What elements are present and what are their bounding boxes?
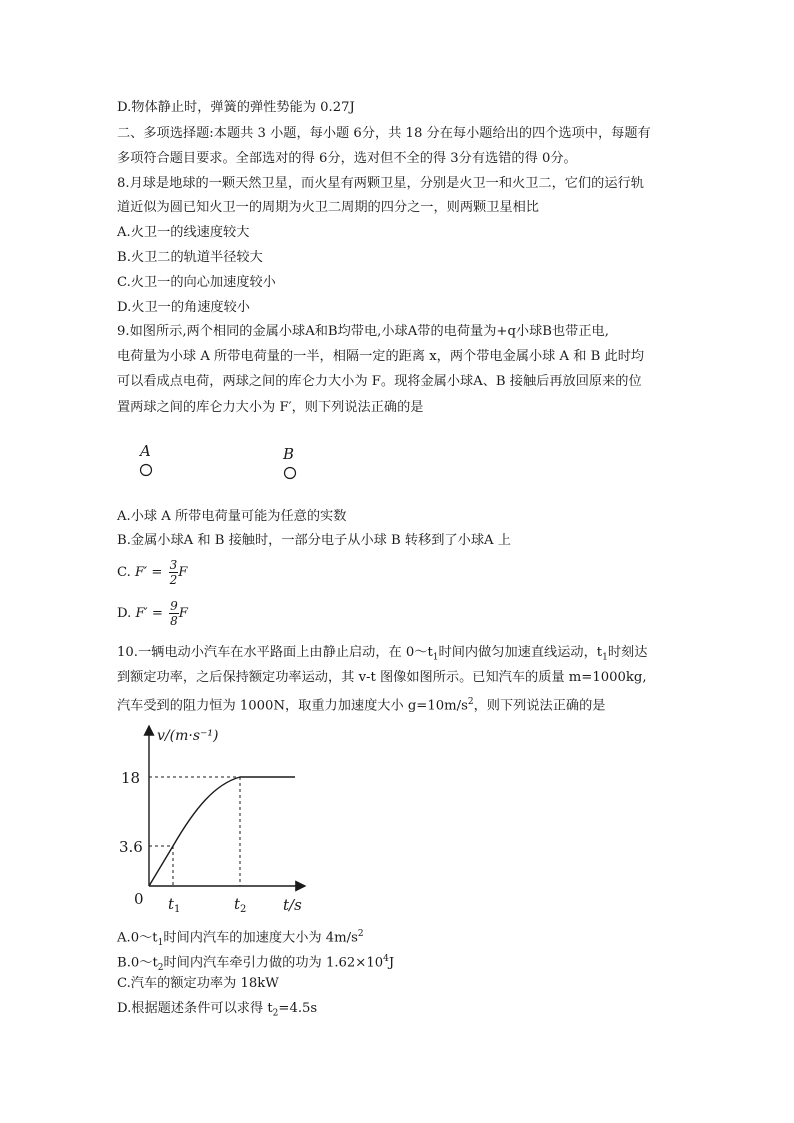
sphere-a — [141, 465, 152, 476]
q10-stem-line1 — [117, 643, 647, 668]
option-b-unit: J — [388, 955, 395, 971]
option-c-prefix: C. — [117, 565, 131, 580]
velocity-curve — [149, 777, 295, 886]
superscript-2: 2 — [357, 929, 364, 939]
q9-stem-line2: 电荷量为小球 A 所带电荷量的一半，相隔一定的距离 x，两个带电金属小球 A 和 B 此时均 — [117, 349, 645, 364]
q10-text-b: 时间内做匀加速直线运动，t — [438, 645, 603, 660]
t2-subscript: 2 — [240, 904, 247, 915]
q10-text-a: 10.一辆电动小汽车在水平路面上由静止启动，在 0～t — [117, 645, 433, 660]
section2-heading-line2: 多项符合题目要求。全部选对的得 6分，选对但不全的得 3分有选错的得 0分。 — [117, 151, 577, 166]
q9-option-b: B.金属小球A 和 B 接触时，一部分电子从小球 B 转移到了小球A 上 — [117, 533, 511, 548]
vt-graph — [119, 718, 315, 918]
q8-option-a: A.火卫一的线速度较大 — [117, 225, 250, 240]
q9-stem-line1: 9.如图所示,两个相同的金属小球A和B均带电,小球A带的电荷量为+q小球B也带正电, — [117, 324, 609, 339]
q10-text-e: ，则下列说法正确的是 — [473, 698, 606, 714]
fraction-9-8 — [169, 599, 179, 628]
q10-option-c: C.汽车的额定功率为 18kW — [117, 976, 279, 991]
origin-label: 0 — [134, 890, 144, 908]
q8-option-d: D.火卫一的角速度较小 — [117, 300, 250, 315]
t1-subscript: 1 — [174, 904, 181, 915]
fraction-numerator: 9 — [170, 599, 178, 613]
option-a-text: A.0～t — [117, 930, 158, 946]
f-symbol: F — [178, 565, 188, 580]
option-b-text: B.0～t — [117, 955, 158, 971]
option-d-rest: =4.5s — [278, 1001, 318, 1016]
f-prime-symbol: F′ — [135, 606, 148, 621]
q8-stem-line1: 8.月球是地球的一颗天然卫星，而火星有两颗卫星，分别是火卫一和火卫二，它们的运行轨 — [117, 176, 644, 191]
option-b-rest: 时间内汽车牵引力做的功为 1.62×10 — [163, 955, 384, 971]
q9-stem-line4: 置两球之间的库仑力大小为 F′，则下列说法正确的是 — [117, 400, 424, 415]
q10-text-d: 汽车受到的阻力恒为 1000N，取重力加速度大小 g=10m/s — [117, 698, 468, 714]
subscript-1: 1 — [602, 652, 608, 663]
t1-label — [168, 895, 180, 915]
tick-18: 18 — [121, 769, 141, 787]
option-d-prefix: D. — [117, 606, 132, 621]
section2-heading-line1: 二、多项选择题:本题共 3 小题，每小题 6分，共 18 分在每小题给出的四个选项中，每题有 — [117, 126, 651, 141]
t2-letter: t — [234, 895, 241, 913]
subscript-1: 1 — [432, 652, 439, 663]
superscript-2: 2 — [467, 697, 474, 707]
fraction-denominator: 2 — [169, 573, 178, 587]
fraction-denominator: 8 — [170, 614, 178, 628]
fraction-numerator: 3 — [169, 558, 178, 572]
sphere-b — [285, 468, 296, 479]
q10-stem-line2: 到额定功率，之后保持额定功率运动，其 v-t 图像如图所示。已知汽车的质量 m=1000kg, — [117, 670, 647, 685]
subscript-2: 2 — [272, 1008, 279, 1019]
subscript-1: 1 — [157, 938, 164, 949]
q10-option-d — [117, 999, 317, 1024]
q10-text-c: 时刻达 — [607, 645, 648, 660]
equals-sign: = — [151, 565, 163, 580]
fraction-3-2 — [169, 558, 179, 587]
superscript-4: 4 — [383, 954, 389, 964]
q9-figure — [130, 440, 320, 485]
sphere-a-label: A — [140, 442, 151, 460]
q9-stem-line3: 可以看成点电荷，两球之间的库仑力大小为 F。现将金属小球A、B 接触后再放回原来的位 — [117, 374, 642, 389]
q10-stem-line3 — [117, 692, 605, 716]
sphere-b-label: B — [283, 445, 295, 463]
tick-3-6: 3.6 — [119, 838, 143, 856]
t1-letter: t — [168, 895, 175, 913]
q8-stem-line2: 道近似为圆已知火卫一的周期为火卫二周期的四分之一，则两颗卫星相比 — [117, 200, 539, 215]
q7-option-d: D.物体静止时，弹簧的弹性势能为 0.27J — [117, 100, 355, 115]
subscript-2: 2 — [157, 963, 164, 974]
equals-sign: = — [151, 606, 163, 621]
q9-option-a: A.小球 A 所带电荷量可能为任意的实数 — [117, 509, 347, 524]
t2-label — [234, 895, 246, 915]
q8-option-b: B.火卫二的轨道半径较大 — [117, 250, 263, 265]
q8-option-c: C.火卫一的向心加速度较小 — [117, 275, 276, 290]
option-d-text: D.根据题述条件可以求得 t — [117, 1001, 273, 1016]
y-axis-label: v/(m·s⁻¹) — [157, 728, 219, 744]
option-a-rest: 时间内汽车的加速度大小为 4m/s — [163, 930, 358, 946]
q9-option-c — [117, 556, 187, 590]
f-prime-symbol: F′ — [135, 565, 148, 580]
f-symbol: F — [178, 606, 188, 621]
x-axis-label: t/s — [283, 896, 302, 914]
q9-option-d — [117, 597, 188, 631]
